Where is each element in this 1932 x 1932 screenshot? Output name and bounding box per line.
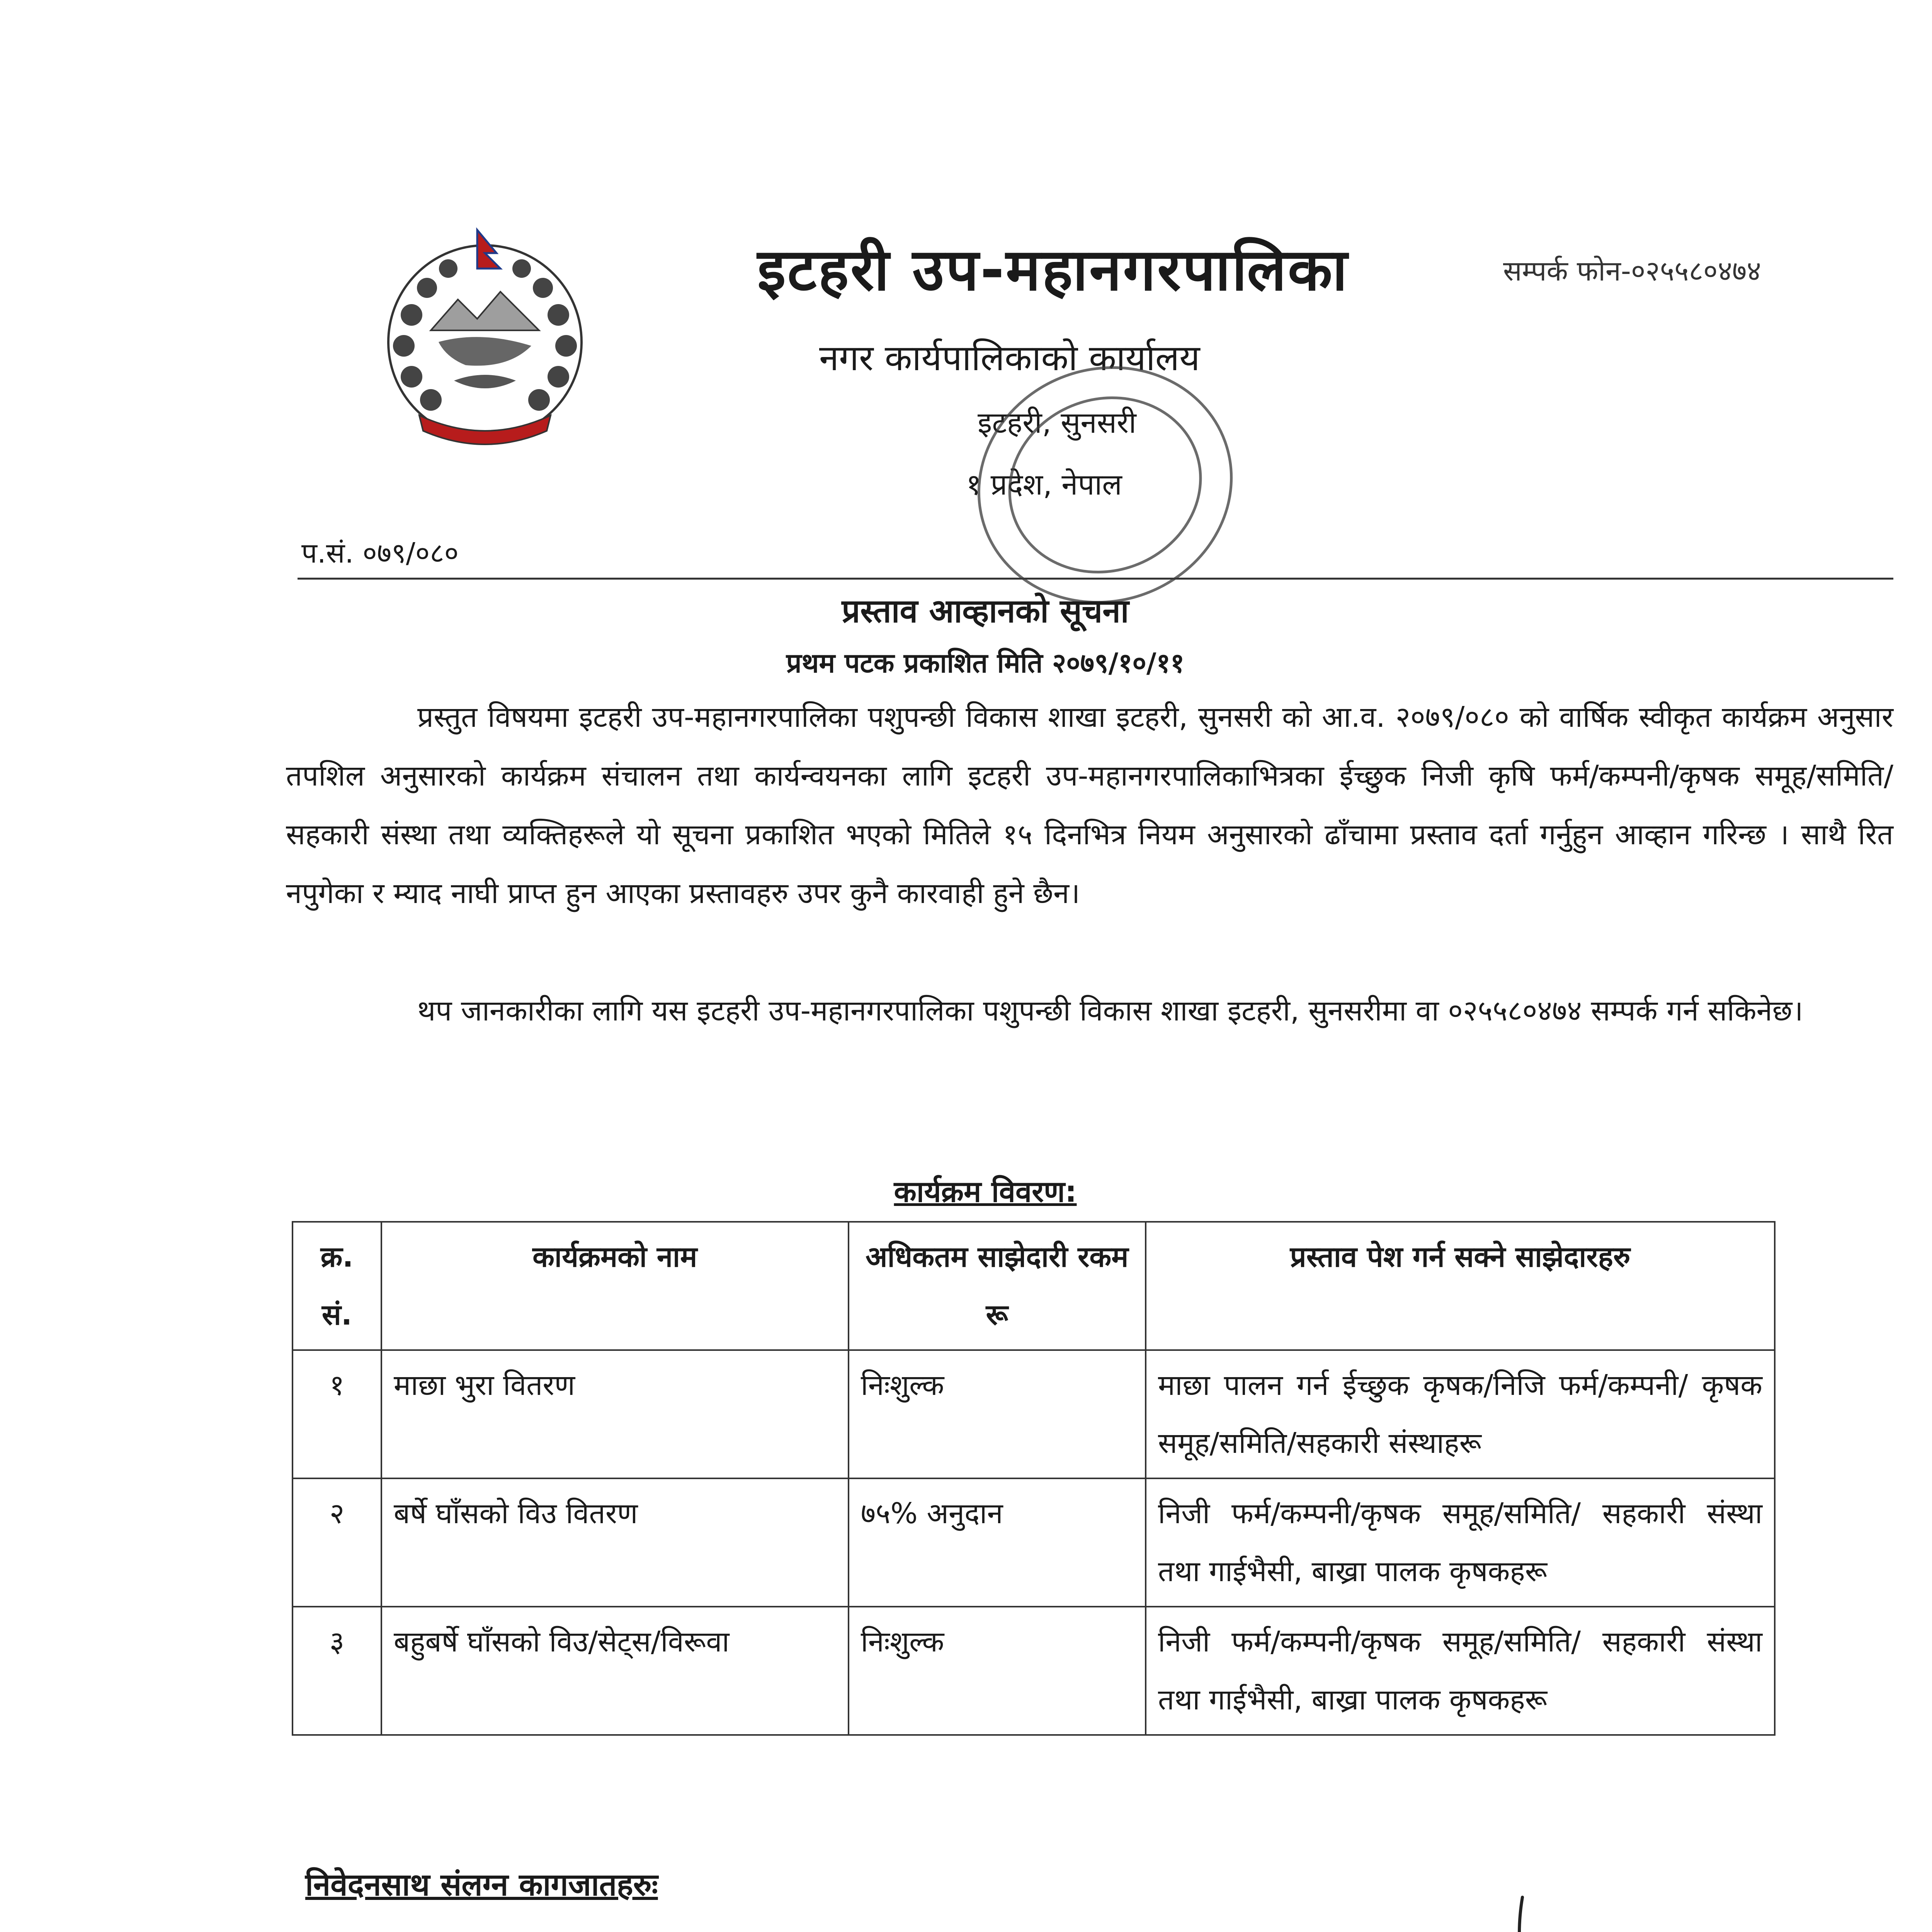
program-table-title: कार्यक्रम विवरण: [894, 1174, 1077, 1209]
table-row [293, 1607, 1775, 1735]
header-max-amount: अधिकतम साझेदारी रकम रू [849, 1222, 1146, 1350]
cell-eligible: निजी फर्म/कम्पनी/कृषक समूह/समिति/ सहकारी संस्था तथा गाईभैसी, बाख्रा पालक कृषकहरू [1146, 1478, 1775, 1607]
notice-title: प्रस्ताव आव्हानको सूचना [842, 592, 1129, 630]
header-serial: क्र. सं. [293, 1222, 381, 1350]
table-header-row [293, 1222, 1775, 1350]
header-eligible-partners: प्रस्ताव पेश गर्न सक्ने साझेदारहरु [1146, 1222, 1775, 1350]
attachments-title: निवेदनसाथ संलग्न कागजातहरुः [305, 1867, 658, 1903]
cell-amount: ७५% अनुदान [849, 1478, 1146, 1607]
cell-program-name: बर्षे घाँसको विउ वितरण [381, 1478, 849, 1607]
cell-eligible: निजी फर्म/कम्पनी/कृषक समूह/समिति/ सहकारी संस्था तथा गाईभैसी, बाख्रा पालक कृषकहरू [1146, 1607, 1775, 1735]
nepal-emblem-logo [381, 214, 589, 462]
table-row [293, 1350, 1775, 1478]
phone-number: सम्पर्क फोन-०२५५८०४७४ [1503, 255, 1761, 287]
office-subtitle: नगर कार्यपालिकाको कार्यालय [819, 337, 1200, 379]
published-date: प्रथम पटक प्रकाशित मिति २०७९/१०/११ [786, 647, 1185, 679]
program-table [292, 1221, 1776, 1736]
notice-paragraph-1: प्रस्तुत विषयमा इटहरी उप-महानगरपालिका पशुपन्छी विकास शाखा इटहरी, सुनसरी को आ.व. २०७९/०८० को वार्षिक स्वीकृत कार्यक्रम अनुसार तपशिल अनुसारको कार्यक्रम संचालन तथा कार्यन्वयनका लागि इटहरी उप-महानगरपालिकाभित्रका ईच्छुक निजी कृषि फर्म/कम्पनी/कृषक समूह/समिति/सहकारी संस्था तथा व्यक्तिहरूले यो सूचना प्रकाशित भएको मितिले १५ दिनभित्र नियम अनुसारको ढाँचामा प्रस्ताव दर्ता गर्नुहुन आव्हान गरिन्छ । साथै रित नपुगेका र म्याद नाघी प्राप्त हुन आएका प्रस्तावहरु उपर कुनै कारवाही हुने छैन। [286, 701, 1893, 910]
office-name: इटहरी उप-महानगरपालिका [757, 236, 1349, 304]
office-location: इटहरी, सुनसरी [978, 405, 1136, 440]
cell-serial: ३ [293, 1607, 381, 1735]
header-program-name: कार्यक्रमको नाम [381, 1222, 849, 1350]
item-number [359, 1920, 417, 1932]
cell-eligible: माछा पालन गर्न ईच्छुक कृषक/निजि फर्म/कम्पनी/ कृषक समूह/समिति/सहकारी संस्थाहरू [1146, 1350, 1775, 1478]
cell-amount: निःशुल्क [849, 1350, 1146, 1478]
cell-program-name: माछा भुरा वितरण [381, 1350, 849, 1478]
cell-serial: १ [293, 1350, 381, 1478]
cell-amount: निःशुल्क [849, 1607, 1146, 1735]
table-row [293, 1478, 1775, 1607]
office-province: १ प्रदेश, नेपाल [966, 467, 1122, 502]
office-stamp [954, 350, 1256, 620]
notice-paragraph-2: थप जानकारीका लागि यस इटहरी उप-महानगरपालिका पशुपन्छी विकास शाखा इटहरी, सुनसरीमा वा ०२५५८०४७४ सम्पर्क गर्न सकिनेछ। [417, 994, 1803, 1027]
cell-serial: २ [293, 1478, 381, 1607]
cell-program-name: बहुबर्षे घाँसको विउ/सेट्स/विरूवा [381, 1607, 849, 1735]
reference-number: प.सं. ०७९/०८० [301, 537, 459, 569]
signature-stamp [1499, 1882, 1847, 1932]
